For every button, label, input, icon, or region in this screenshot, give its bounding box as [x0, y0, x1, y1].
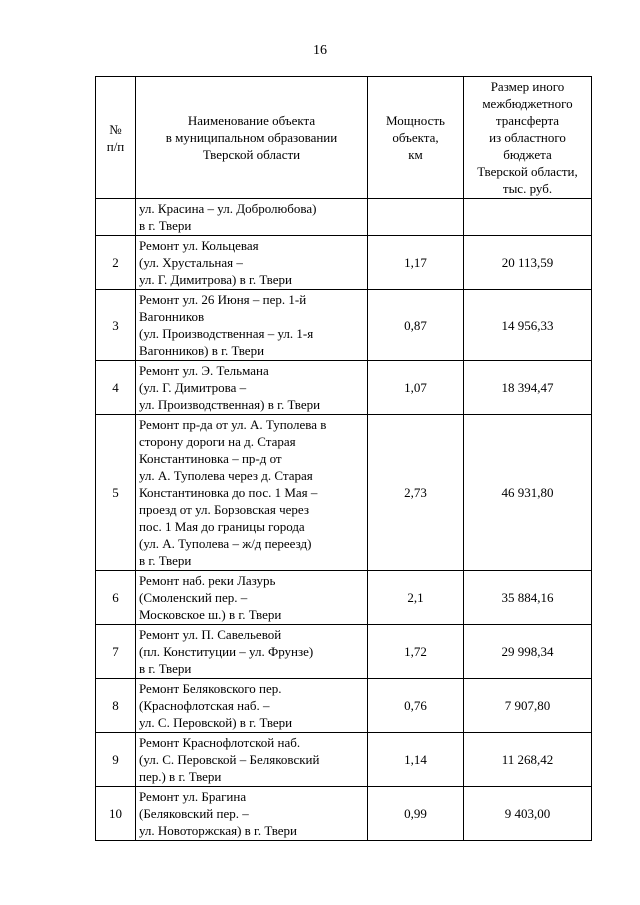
text-line: сторону дороги на д. Старая	[139, 434, 296, 449]
text-line: ул. Г. Димитрова) в г. Твери	[139, 272, 292, 287]
table-row	[96, 787, 592, 841]
text-line: п/п	[106, 138, 125, 154]
text-line: Ремонт ул. Э. Тельмана	[139, 363, 269, 378]
text-line: (пл. Конституции – ул. Фрунзе)	[139, 644, 314, 659]
object-name	[136, 733, 368, 787]
text-line: (ул. Производственная – ул. 1-я	[139, 326, 314, 341]
row-number: 4	[96, 361, 136, 415]
text-line: (ул. Хрустальная –	[139, 255, 243, 270]
text-line: проезд от ул. Борзовская через	[139, 502, 309, 517]
object-capacity: 0,87	[368, 290, 464, 361]
text-line: в г. Твери	[139, 218, 192, 233]
text-line: Ремонт Беляковского пер.	[139, 681, 282, 696]
text-line: Ремонт пр-да от ул. А. Туполева в	[139, 417, 327, 432]
text-line: ул. Красина – ул. Добролюбова)	[139, 201, 317, 216]
text-line: из областного	[489, 130, 566, 145]
text-line: Константиновка до пос. 1 Мая –	[139, 485, 318, 500]
row-number: 2	[96, 236, 136, 290]
header-capacity	[368, 77, 464, 199]
object-capacity: 0,76	[368, 679, 464, 733]
text-line: Ремонт ул. 26 Июня – пер. 1-й	[139, 292, 307, 307]
text-line: Тверской области	[202, 147, 301, 162]
page-number: 16	[313, 43, 327, 58]
text-line: Ремонт ул. П. Савельевой	[139, 627, 282, 642]
table-row	[96, 236, 592, 290]
text-line: Вагонников) в г. Твери	[139, 343, 265, 358]
text-line: Наименование объекта	[187, 113, 316, 128]
text-line: Размер иного	[490, 79, 565, 94]
transfer-amount: 29 998,34	[464, 625, 592, 679]
table-row	[96, 199, 592, 236]
text-line: (Краснофлотская наб. –	[139, 698, 270, 713]
text-line: Ремонт ул. Брагина	[139, 789, 247, 804]
object-capacity: 1,17	[368, 236, 464, 290]
row-number: 10	[96, 787, 136, 841]
table-row	[96, 733, 592, 787]
text-line: в муниципальном образовании	[165, 130, 338, 145]
row-number: 6	[96, 571, 136, 625]
objects-table	[95, 76, 592, 841]
text-line: Константиновка – пр-д от	[139, 451, 282, 466]
text-line: (Беляковский пер. –	[139, 806, 249, 821]
table-row	[96, 571, 592, 625]
text-line: (Смоленский пер. –	[139, 590, 248, 605]
text-line: Ремонт наб. реки Лазурь	[139, 573, 276, 588]
object-name	[136, 625, 368, 679]
header-num	[96, 77, 136, 199]
object-name	[136, 199, 368, 236]
text-line: Ремонт Краснофлотской наб.	[139, 735, 301, 750]
object-capacity: 2,73	[368, 415, 464, 571]
text-line: Вагонников	[139, 309, 205, 324]
text-line: км	[408, 147, 423, 162]
row-number: 5	[96, 415, 136, 571]
text-line: пер.) в г. Твери	[139, 769, 222, 784]
row-number: 3	[96, 290, 136, 361]
object-name	[136, 361, 368, 415]
table-row	[96, 361, 592, 415]
text-line: ул. Новоторжская) в г. Твери	[139, 823, 297, 838]
text-line: ул. С. Перовской) в г. Твери	[139, 715, 293, 730]
text-line: (ул. С. Перовской – Беляковский	[139, 752, 320, 767]
text-line: Московское ш.) в г. Твери	[139, 607, 282, 622]
object-capacity: 0,99	[368, 787, 464, 841]
text-line: бюджета	[503, 147, 552, 162]
table-header-row	[96, 77, 592, 199]
transfer-amount: 18 394,47	[464, 361, 592, 415]
text-line: в г. Твери	[139, 661, 192, 676]
text-line: №	[109, 121, 122, 137]
object-name	[136, 236, 368, 290]
text-line: ул. А. Туполева через д. Старая	[139, 468, 313, 483]
object-name	[136, 415, 368, 571]
text-line: (ул. А. Туполева – ж/д переезд)	[139, 536, 312, 551]
object-capacity: 1,72	[368, 625, 464, 679]
text-line: пос. 1 Мая до границы города	[139, 519, 305, 534]
row-number: 7	[96, 625, 136, 679]
transfer-amount: 9 403,00	[464, 787, 592, 841]
text-line: тыс. руб.	[502, 181, 553, 196]
transfer-amount: 20 113,59	[464, 236, 592, 290]
text-line: Ремонт ул. Кольцевая	[139, 238, 259, 253]
transfer-amount: 35 884,16	[464, 571, 592, 625]
object-name	[136, 787, 368, 841]
text-line: Тверской области,	[477, 164, 578, 179]
table-row	[96, 290, 592, 361]
object-name	[136, 571, 368, 625]
text-line: в г. Твери	[139, 553, 192, 568]
row-number	[96, 199, 136, 236]
text-line: межбюджетного	[482, 96, 573, 111]
transfer-amount	[464, 199, 592, 236]
object-capacity: 2,1	[368, 571, 464, 625]
transfer-amount: 11 268,42	[464, 733, 592, 787]
text-line: Мощность	[386, 113, 445, 128]
header-amount	[464, 77, 592, 199]
table-row	[96, 625, 592, 679]
row-number: 9	[96, 733, 136, 787]
text-line: (ул. Г. Димитрова –	[139, 380, 247, 395]
transfer-amount: 14 956,33	[464, 290, 592, 361]
text-line: ул. Производственная) в г. Твери	[139, 397, 321, 412]
table-body	[96, 199, 592, 841]
object-capacity	[368, 199, 464, 236]
object-name	[136, 679, 368, 733]
object-capacity: 1,07	[368, 361, 464, 415]
text-line: трансферта	[495, 113, 560, 128]
header-name	[136, 77, 368, 199]
transfer-amount: 7 907,80	[464, 679, 592, 733]
transfer-amount: 46 931,80	[464, 415, 592, 571]
table-row	[96, 679, 592, 733]
text-line: объекта,	[392, 130, 439, 145]
table-row	[96, 415, 592, 571]
row-number: 8	[96, 679, 136, 733]
object-name	[136, 290, 368, 361]
object-capacity: 1,14	[368, 733, 464, 787]
